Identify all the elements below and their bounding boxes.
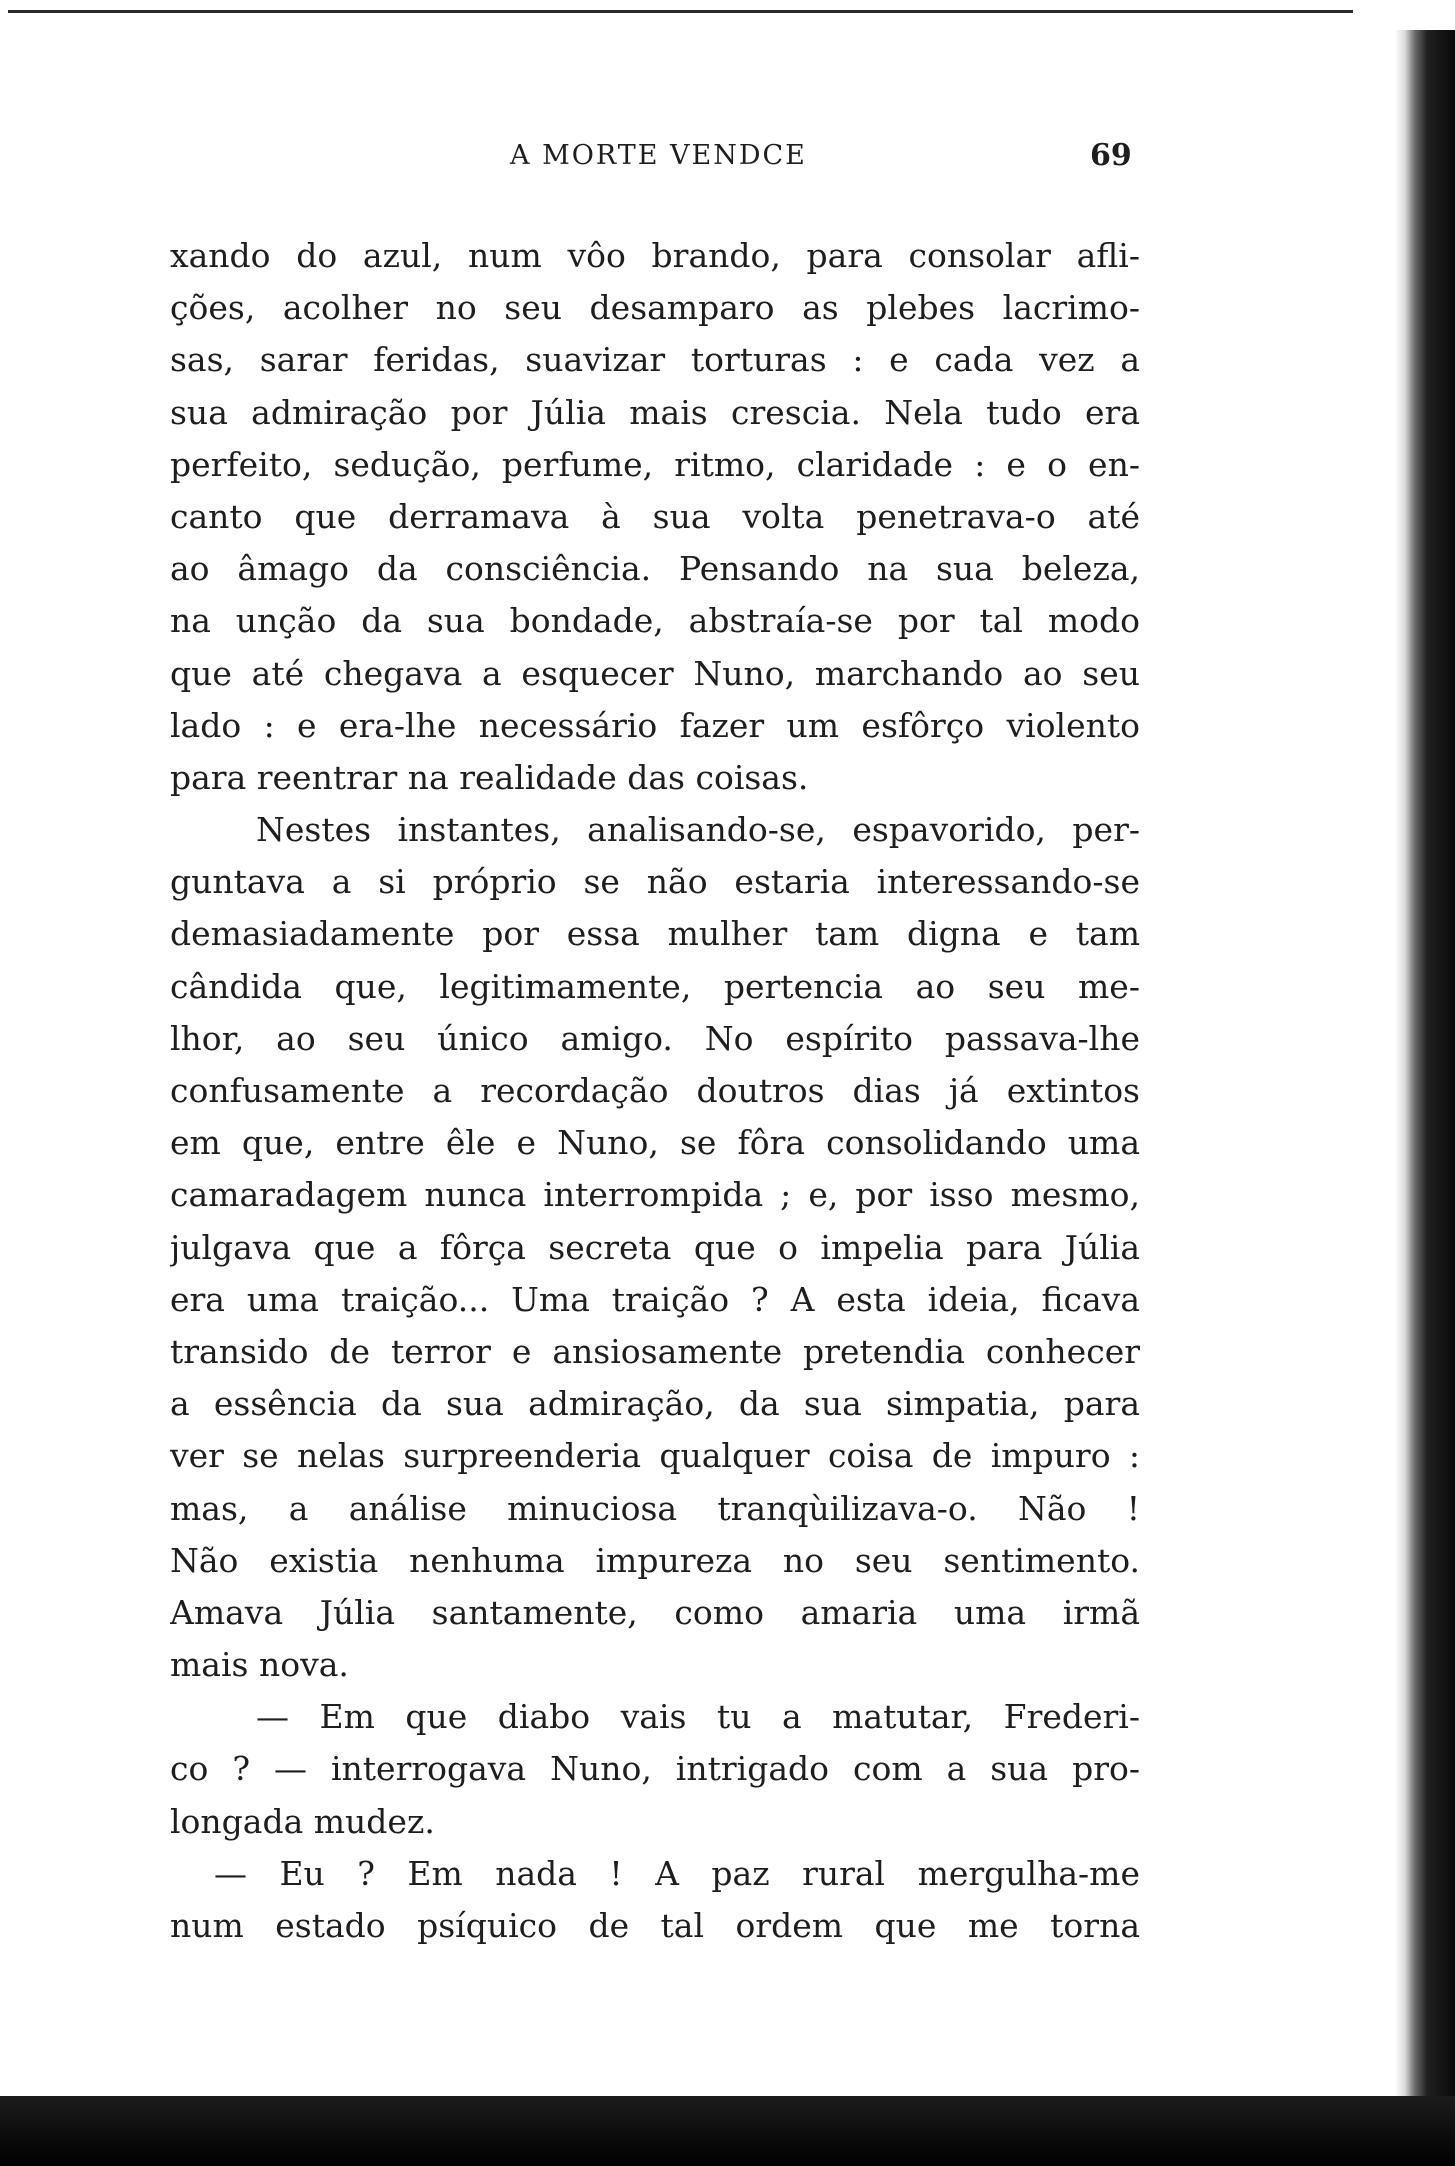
- text-line: para reentrar na realidade das coisas.: [170, 757, 809, 797]
- text-line: ver se nelas surpreenderia qualquer coisa de impuro :: [170, 1436, 1140, 1476]
- text-line: canto que derramava à sua volta penetrava-o até: [170, 496, 1140, 536]
- scan-right-edge-shadow: [1395, 30, 1455, 2120]
- text-line: — Em que diabo vais tu a matutar, Frederi-: [256, 1697, 1140, 1737]
- text-line: em que, entre êle e Nuno, se fôra consolidando uma: [170, 1123, 1140, 1163]
- text-line: sas, sarar feridas, suavizar torturas : e cada vez a: [170, 340, 1140, 380]
- text-line: que até chegava a esquecer Nuno, marchando ao seu: [170, 653, 1140, 693]
- running-head-title: A MORTE VENDCE: [510, 140, 807, 171]
- text-line: confusamente a recordação doutros dias já extintos: [170, 1071, 1140, 1110]
- text-line: na unção da sua bondade, abstraía-se por tal modo: [170, 601, 1140, 641]
- text-line: longada mudez.: [170, 1801, 435, 1841]
- text-line: Não existia nenhuma impureza no seu sentimento.: [170, 1540, 1140, 1580]
- text-line: demasiadamente por essa mulher tam digna e tam: [170, 914, 1140, 954]
- text-line: guntava a si próprio se não estaria interessando-se: [170, 862, 1140, 902]
- text-line: num estado psíquico de tal ordem que me torna: [170, 1906, 1140, 1945]
- text-line: ao âmago da consciência. Pensando na sua beleza,: [170, 549, 1140, 589]
- text-line: julgava que a fôrça secreta que o impelia para Júlia: [170, 1227, 1140, 1267]
- scan-bottom-edge-band: [0, 2096, 1455, 2166]
- text-line: — Eu ? Em nada ! A paz rural mergulha-me: [214, 1853, 1140, 1893]
- running-head: [0, 140, 1455, 180]
- page-number: 69: [1090, 138, 1132, 173]
- text-line: ções, acolher no seu desamparo as plebes lacrimo-: [170, 288, 1140, 328]
- text-line: a essência da sua admiração, da sua simpatia, para: [170, 1384, 1140, 1424]
- text-line: lado : e era-lhe necessário fazer um esfôrço violento: [170, 705, 1140, 745]
- body-text: [170, 230, 1140, 1952]
- text-line: Amava Júlia santamente, como amaria uma irmã: [170, 1592, 1140, 1632]
- text-line: lhor, ao seu único amigo. No espírito passava-lhe: [170, 1018, 1140, 1058]
- text-line: perfeito, sedução, perfume, ritmo, claridade : e o en-: [170, 444, 1140, 484]
- text-line: sua admiração por Júlia mais crescia. Nela tudo era: [170, 392, 1140, 432]
- text-line: mas, a análise minuciosa tranqùilizava-o. Não !: [170, 1488, 1140, 1528]
- text-line: camaradagem nunca interrompida ; e, por isso mesmo,: [170, 1175, 1140, 1215]
- text-line: mais nova.: [170, 1645, 349, 1685]
- text-line: era uma traição... Uma traição ? A esta ideia, ficava: [170, 1279, 1140, 1319]
- text-line: transido de terror e ansiosamente pretendia conhecer: [170, 1331, 1140, 1371]
- text-line: co ? — interrogava Nuno, intrigado com a sua pro-: [170, 1749, 1140, 1789]
- text-line: cândida que, legitimamente, pertencia ao seu me-: [170, 966, 1140, 1006]
- scan-top-edge-line: [8, 10, 1353, 13]
- text-line: xando do azul, num vôo brando, para consolar afli-: [170, 236, 1140, 275]
- text-line: Nestes instantes, analisando-se, espavorido, per-: [256, 810, 1140, 850]
